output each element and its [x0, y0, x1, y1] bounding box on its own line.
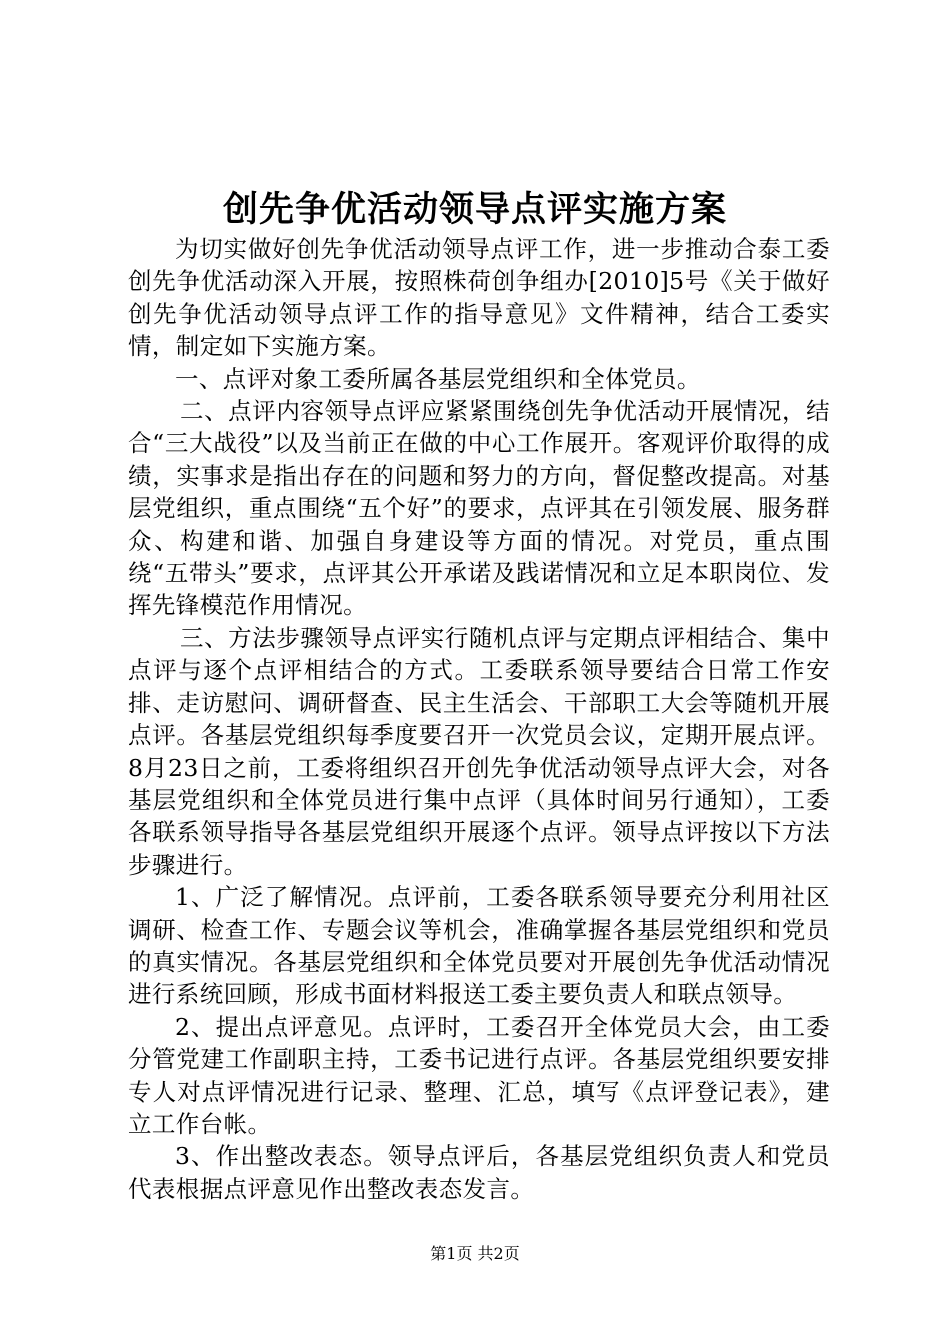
paragraph-section-2: 二、点评内容领导点评应紧紧围绕创先争优活动开展情况，结合“三大战役”以及当前正在做的中心工作展开。客观评价取得的成绩，实事求是指出存在的问题和努力的方向，督促整改提高。对基层党组织，重点围绕“五个好”的要求，点评其在引领发展、服务群众、构建和谐、加强自身建设等方面的情况。对党员，重点围绕“五带头”要求，点评其公开承诺及践诺情况和立足本职岗位、发挥先锋模范作用情况。 [128, 397, 830, 620]
paragraph-section-3: 三、方法步骤领导点评实行随机点评与定期点评相结合、集中点评与逐个点评相结合的方式。工委联系领导要结合日常工作安排、走访慰问、调研督查、民主生活会、干部职工大会等随机开展点评。各基层党组织每季度要召开一次党员会议，定期开展点评。8月23日之前，工委将组织召开创先争优活动领导点评大会，对各基层党组织和全体党员进行集中点评（具体时间另行通知），工委各联系领导指导各基层党组织开展逐个点评。领导点评按以下方法步骤进行。 [128, 623, 830, 879]
paragraph-intro: 为切实做好创先争优活动领导点评工作，进一步推动合泰工委创先争优活动深入开展，按照株荷创争组办[2010]5号《关于做好创先争优活动领导点评工作的指导意见》文件精神，结合工委实情，制定如下实施方案。 [128, 235, 830, 361]
paragraph-section-1: 一、点评对象工委所属各基层党组织和全体党员。 [175, 364, 701, 393]
document-title: 创先争优活动领导点评实施方案 [222, 189, 727, 230]
document-body [128, 233, 830, 1205]
paragraph-step-1: 1、广泛了解情况。点评前，工委各联系领导要充分利用社区调研、检查工作、专题会议等机会，准确掌握各基层党组织和党员的真实情况。各基层党组织和全体党员要对开展创先争优活动情况进行系统回顾，形成书面材料报送工委主要负责人和联点领导。 [128, 883, 830, 1009]
paragraph-step-2: 2、提出点评意见。点评时，工委召开全体党员大会，由工委分管党建工作副职主持，工委书记进行点评。各基层党组织要安排专人对点评情况进行记录、整理、汇总，填写《点评登记表》，建立工作台帐。 [128, 1012, 830, 1138]
page-number-footer: 第1页 共2页 [430, 1244, 520, 1263]
paragraph-step-3: 3、作出整改表态。领导点评后，各基层党组织负责人和党员代表根据点评意见作出整改表态发言。 [128, 1142, 830, 1203]
